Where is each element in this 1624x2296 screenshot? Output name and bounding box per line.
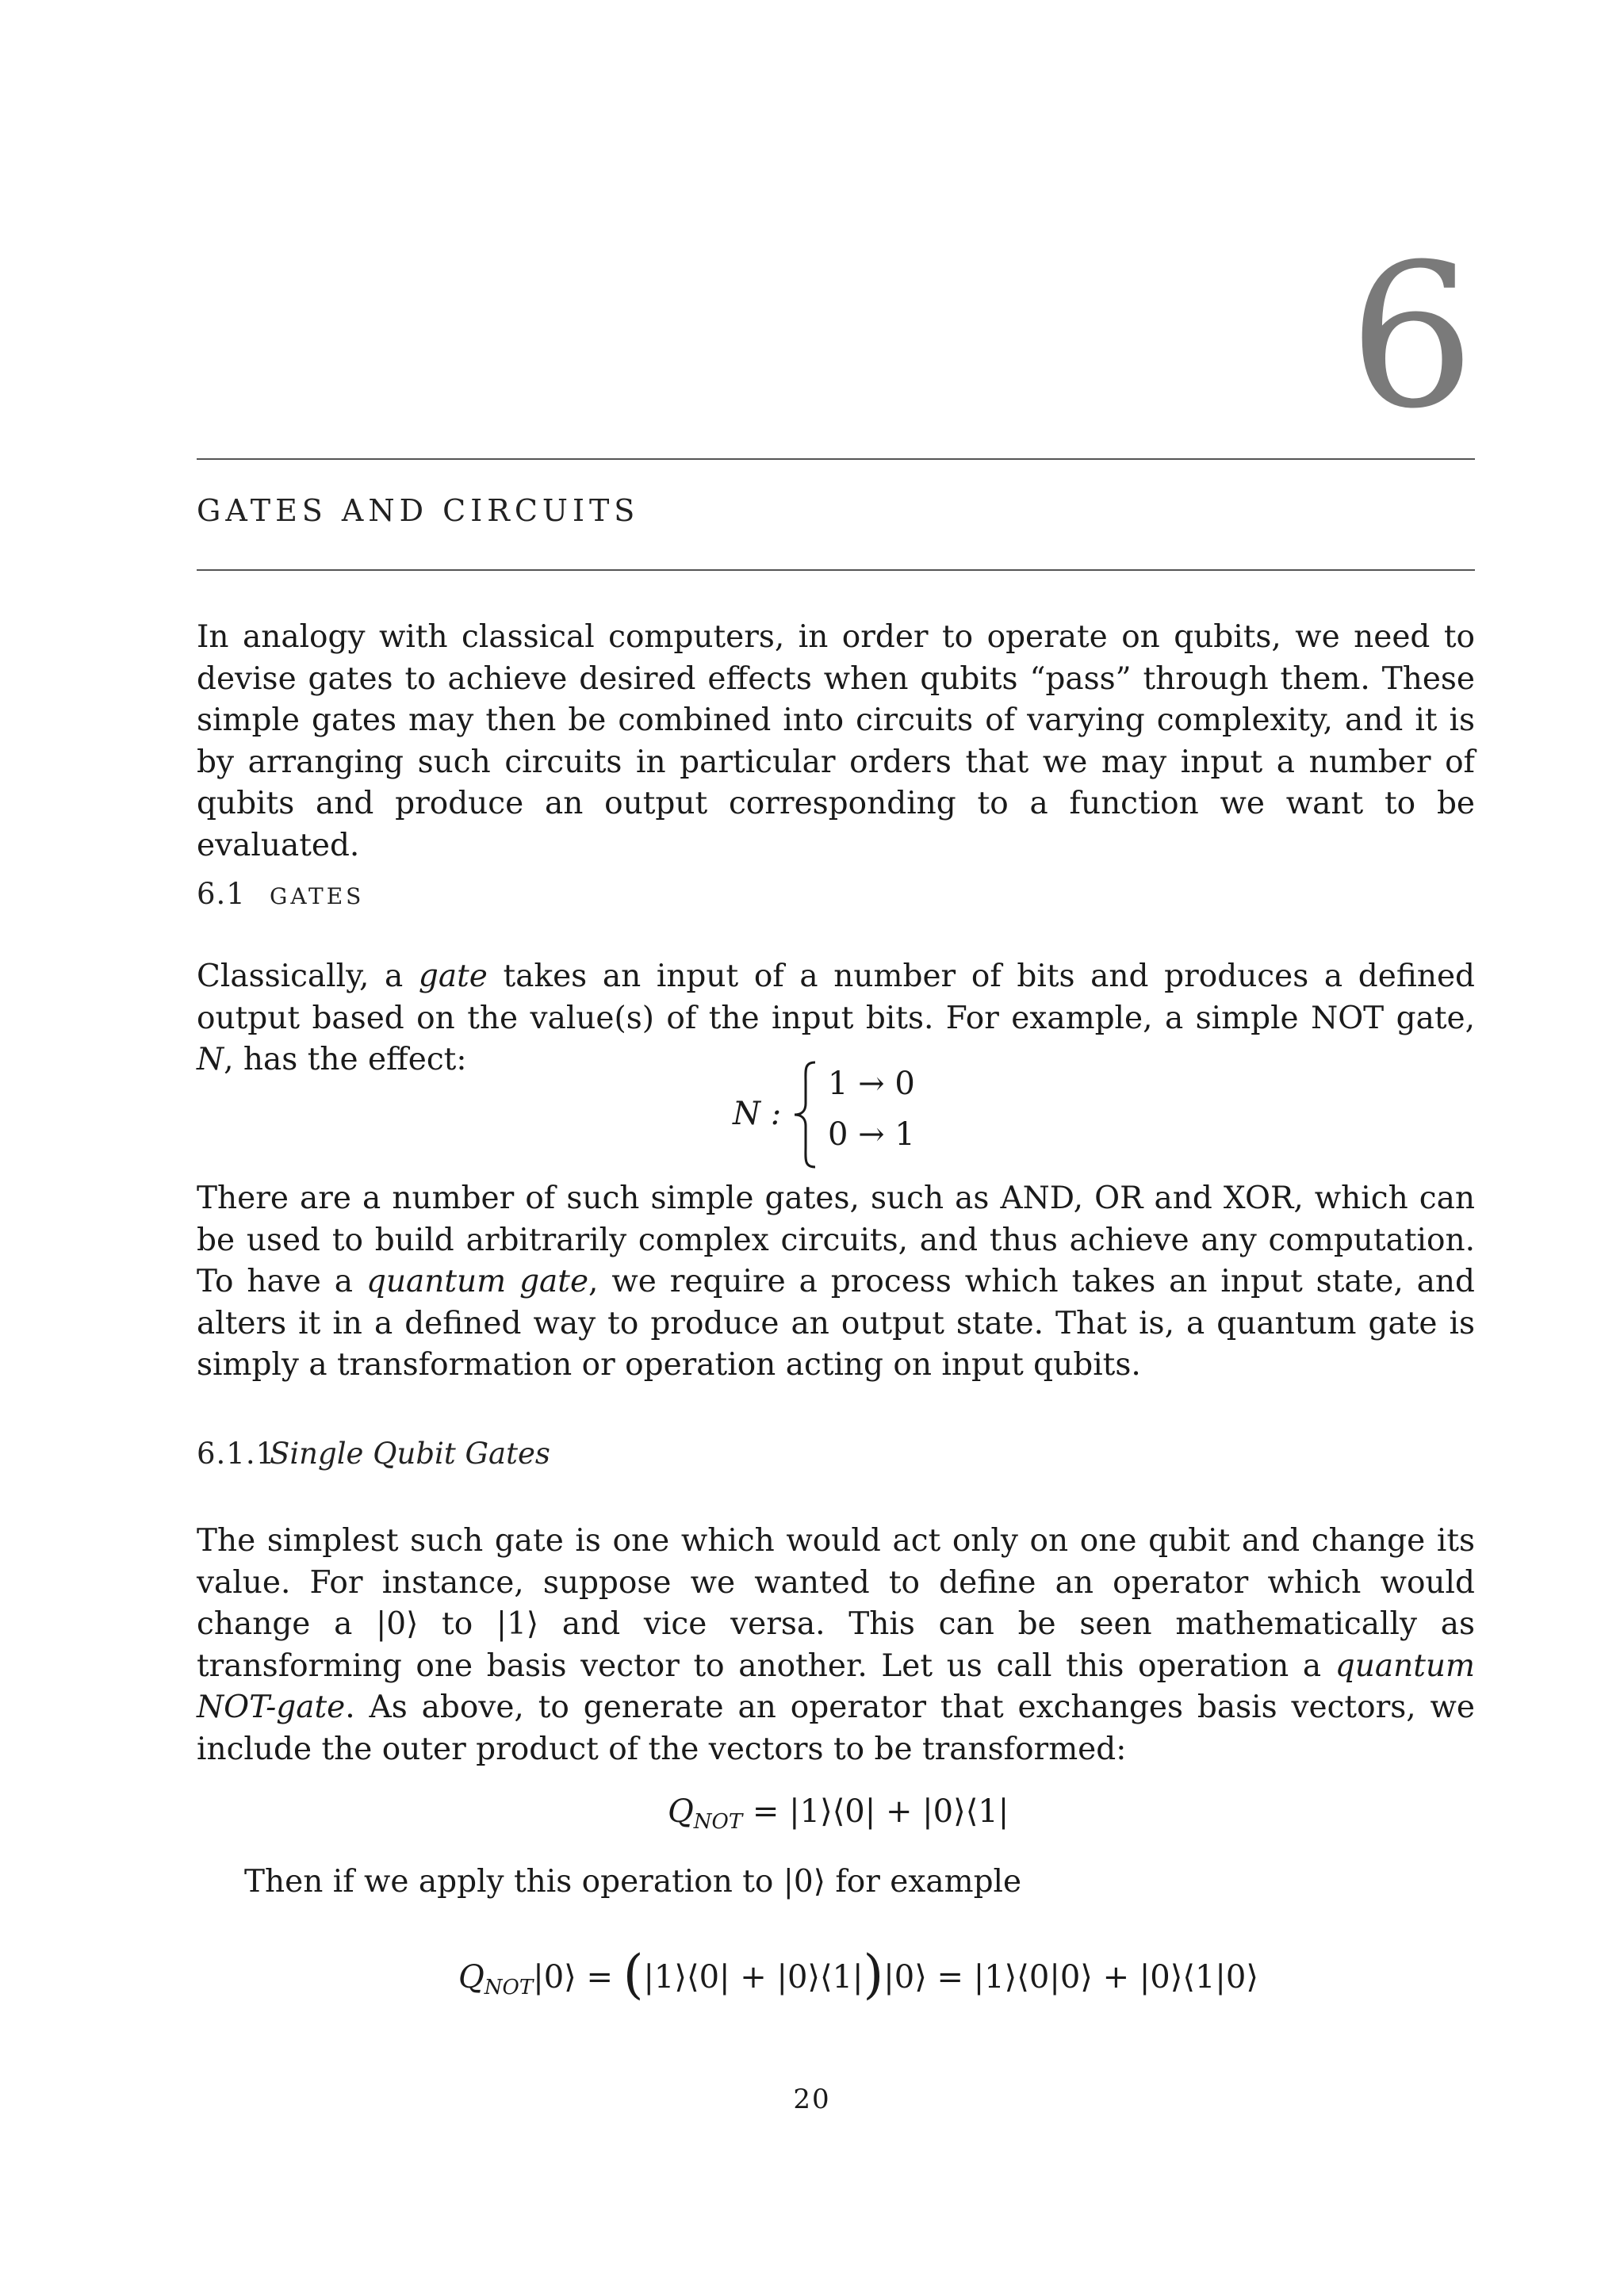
symbol-n: N xyxy=(197,1042,224,1077)
subsection-heading-single-qubit-gates xyxy=(197,1437,550,1471)
term-quantum-gate: quantum gate xyxy=(366,1264,589,1299)
text-run: Classically, a xyxy=(197,959,419,994)
left-paren: ( xyxy=(622,1944,644,2005)
chapter-rule-bottom xyxy=(197,569,1475,571)
not-equation-lhs: N : xyxy=(733,1096,782,1132)
gates-paragraph-2 xyxy=(197,1178,1475,1387)
section-title: gates xyxy=(270,875,365,912)
subsection-title: Single Qubit Gates xyxy=(270,1437,550,1471)
text-run: The simplest such gate is one which would act only on one qubit and change its value. For instance, suppose we wanted to define an operator which would change a |0⟩ to |1⟩ and vice versa. This can be seen mathematically as transforming one basis vector to another. Let us call this operation a xyxy=(197,1523,1475,1684)
subsection-number: 6.1.1 xyxy=(197,1437,276,1471)
text-run: , we require a process which takes an input state, and alters it in a defined way to produce an output state. That is, a quantum gate is simply a transformation or operation acting on input qubits. xyxy=(197,1264,1476,1383)
equation-rhs: |0⟩ = |1⟩⟨0|0⟩ + |0⟩⟨1|0⟩ xyxy=(883,1959,1258,1996)
chapter-number: 6 xyxy=(1348,221,1475,452)
operator-q: Q xyxy=(668,1793,694,1830)
qnot-definition-equation xyxy=(668,1793,1009,1834)
single-qubit-paragraph xyxy=(197,1521,1475,1770)
operator-q: Q xyxy=(458,1959,485,1996)
section-heading-gates xyxy=(197,875,364,912)
text-run: takes an input of a number of bits and produces a defined output based on the value(s) of the input bits. For example, a simple NOT gate, xyxy=(197,959,1476,1036)
equation-rhs: = |1⟩⟨0| + |0⟩⟨1| xyxy=(742,1793,1009,1830)
text-run: There are a number of such simple gates, such as AND, OR and XOR, which can be used to build arbitrarily complex circuits, and thus achieve any computation. To have a xyxy=(197,1181,1475,1299)
text-run: . As above, to generate an operator that exchanges basis vectors, we include the outer product of the vectors to be transformed: xyxy=(197,1689,1475,1767)
chapter-rule-top xyxy=(197,458,1475,460)
intro-paragraph: In analogy with classical computers, in order to operate on qubits, we need to devise gates to achieve desired effects when qubits “pass” through them. These simple gates may then be combined into circuits of varying complexity, and it is by arranging such circuits in particular orders that we may input a number of qubits and produce an output corresponding to a function we want to be evaluated. xyxy=(197,619,1475,863)
left-brace-icon xyxy=(790,1059,822,1170)
text-run: , has the effect: xyxy=(224,1042,467,1077)
qnot-application-equation xyxy=(458,1944,1258,2005)
term-gate: gate xyxy=(418,959,488,994)
page-number: 20 xyxy=(793,2084,831,2115)
chapter-title: GATES AND CIRCUITS xyxy=(197,493,640,528)
gates-paragraph-1 xyxy=(197,956,1475,1081)
equation-inner: |1⟩⟨0| + |0⟩⟨1| xyxy=(643,1959,864,1996)
operator-subscript: NOT xyxy=(484,1976,534,1999)
case-1-to-0: 1 → 0 xyxy=(828,1066,915,1102)
term-quantum-not-gate: quantum NOT-gate xyxy=(197,1647,1475,1725)
section-number: 6.1 xyxy=(197,877,246,911)
equation-ket: |0⟩ = xyxy=(533,1959,623,1996)
right-paren: ) xyxy=(863,1944,884,2005)
operator-subscript: NOT xyxy=(693,1810,743,1834)
apply-operation-paragraph: Then if we apply this operation to |0⟩ for example xyxy=(244,1864,1022,1900)
case-0-to-1: 0 → 1 xyxy=(828,1116,915,1153)
